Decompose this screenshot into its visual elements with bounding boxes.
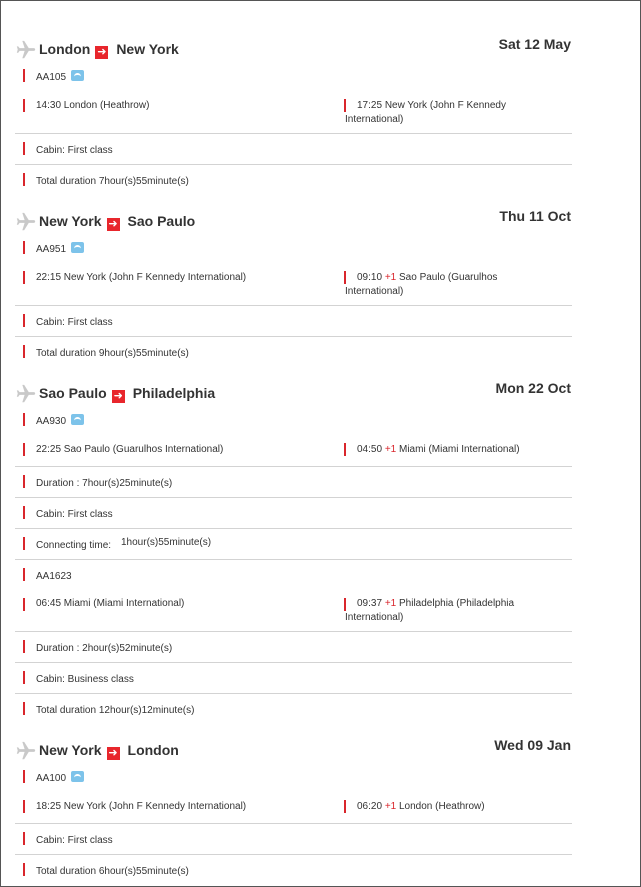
departure-info: 18:25 New York (John F Kennedy International) (36, 801, 247, 812)
departure-info: 22:25 Sao Paulo (Guarulhos International) (36, 444, 224, 455)
segment-date: Mon 22 Oct (495, 380, 571, 396)
arrival-info: 06:20 +1 London (Heathrow) (357, 801, 485, 812)
departure-info: 14:30 London (Heathrow) (36, 100, 150, 111)
arrow-right-icon: ➜ (97, 46, 107, 58)
wifi-icon (71, 242, 84, 253)
wifi-icon (71, 414, 84, 425)
flight-number: AA105 (36, 72, 67, 83)
total-duration: Total duration 9hour(s)55minute(s) (36, 348, 189, 359)
segment-title: New York ➜ Sao Paulo (39, 213, 196, 230)
flight-number: AA951 (36, 244, 67, 255)
connecting-time-value: 1hour(s)55minute(s) (121, 537, 212, 548)
segment-title: New York ➜ London (39, 742, 179, 759)
total-duration: Total duration 6hour(s)55minute(s) (36, 866, 189, 877)
flight-number: AA100 (36, 773, 67, 784)
segment-title: London ➜ New York (39, 41, 179, 58)
arrow-right-icon: ➜ (108, 747, 118, 759)
flight-duration: Duration : 2hour(s)52minute(s) (36, 643, 173, 654)
arrow-right-icon: ➜ (108, 218, 118, 230)
total-duration: Total duration 12hour(s)12minute(s) (36, 705, 195, 716)
segment-date: Thu 11 Oct (499, 208, 571, 224)
segment-title: Sao Paulo ➜ Philadelphia (39, 385, 216, 402)
cabin-class: Cabin: First class (36, 509, 113, 520)
flight-number: AA930 (36, 416, 67, 427)
cabin-class: Cabin: First class (36, 835, 113, 846)
departure-info: 22:15 New York (John F Kennedy International) (36, 272, 247, 283)
connecting-time-label: Connecting time: (36, 540, 112, 551)
segment-date: Wed 09 Jan (494, 737, 571, 753)
segment-date: Sat 12 May (498, 36, 571, 52)
arrival-info: 17:25 New York (John F Kennedy International) (345, 100, 506, 125)
arrow-right-icon: ➜ (113, 390, 123, 402)
wifi-icon (71, 70, 84, 81)
plane-icon (15, 211, 37, 233)
flight-duration: Duration : 7hour(s)25minute(s) (36, 478, 173, 489)
flight-number: AA1623 (36, 571, 72, 582)
departure-info: 06:45 Miami (Miami International) (36, 598, 185, 609)
arrival-info: 09:10 +1 Sao Paulo (Guarulhos International) (345, 272, 498, 297)
plane-icon (15, 39, 37, 61)
arrival-info: 09:37 +1 Philadelphia (Philadelphia International) (345, 598, 515, 623)
cabin-class: Cabin: First class (36, 317, 113, 328)
arrival-info: 04:50 +1 Miami (Miami International) (357, 444, 520, 455)
plane-icon (15, 740, 37, 762)
plane-icon (15, 383, 37, 405)
cabin-class: Cabin: First class (36, 145, 113, 156)
cabin-class: Cabin: Business class (36, 674, 134, 685)
total-duration: Total duration 7hour(s)55minute(s) (36, 176, 189, 187)
wifi-icon (71, 771, 84, 782)
